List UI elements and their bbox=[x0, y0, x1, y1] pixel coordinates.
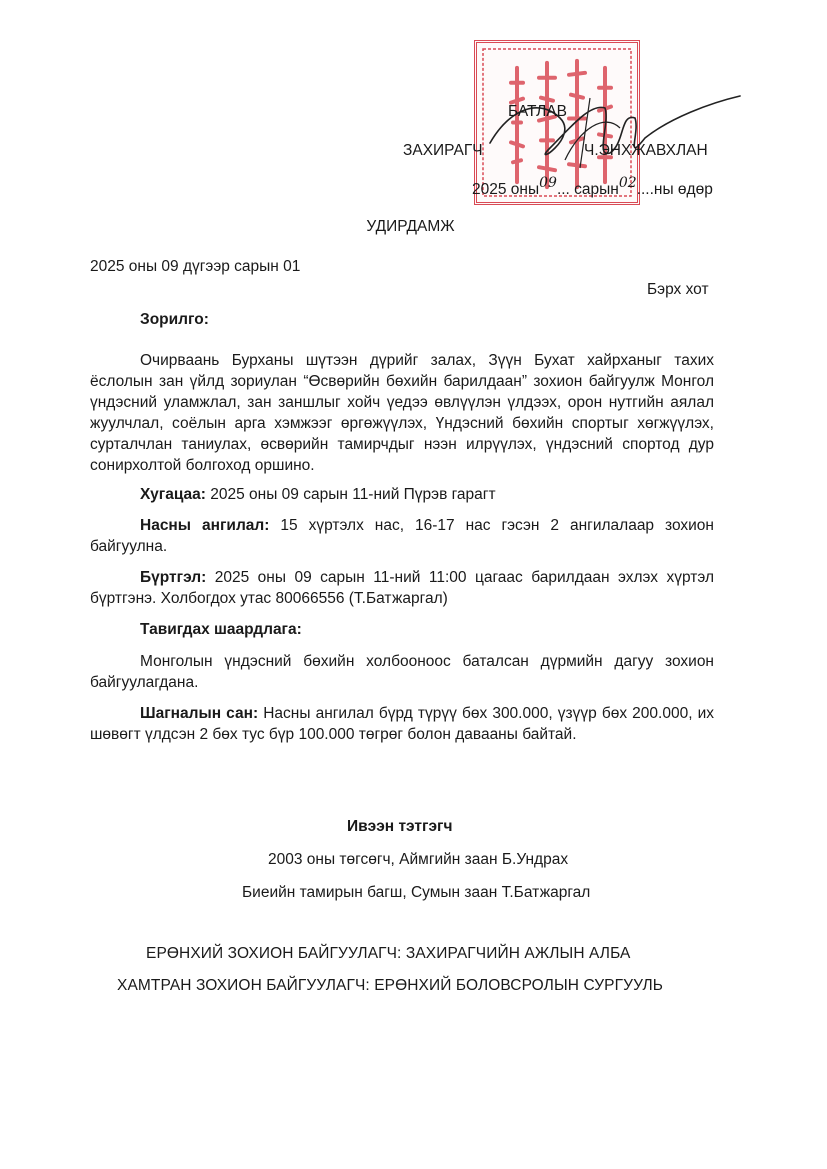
document-date: 2025 оны 09 дүгээр сарын 01 bbox=[90, 258, 301, 275]
time-heading: Хугацаа: bbox=[140, 486, 206, 503]
approval-date-month: 09 bbox=[539, 175, 557, 191]
approval-date-suffix: ....ны өдөр bbox=[636, 181, 713, 198]
director-signature bbox=[470, 88, 750, 178]
sponsor-line-2: Биеийн тамирын багш, Сумын заан Т.Батжаргал bbox=[242, 884, 591, 901]
director-name: Ч.ЭНХЖАВХЛАН bbox=[584, 142, 708, 159]
registration-text: 2025 оны 09 сарын 11-ний 11:00 цагаас барилдаан эхлэх хүртэл бүртгэнэ. Холбогдох утас 80066556 (Т.Батжаргал) bbox=[90, 569, 714, 607]
prize-heading: Шагналын сан: bbox=[140, 705, 259, 722]
approval-date-prefix: 2025 оны bbox=[472, 181, 540, 198]
requirements-paragraph: Монголын үндэсний бөхийн холбооноос баталсан дүрмийн дагуу зохион байгуулагдана. bbox=[90, 653, 714, 691]
goal-heading: Зорилго: bbox=[140, 311, 209, 328]
age-paragraph bbox=[90, 515, 714, 557]
approval-date-day: 02 bbox=[618, 175, 637, 191]
age-heading: Насны ангилал: bbox=[140, 517, 270, 534]
registration-heading: Бүртгэл: bbox=[140, 569, 207, 586]
goal-paragraph: Очирваань Бурханы шүтээн дүрийг залах, Зүүн Бухат хайрханыг тахих ёслолын зан үйлд зориулан “Өсвөрийн бөхийн барилдаан” зохион байгуулж Монгол үндэсний уламжлал, зан заншлыг хойч үедээ өвлүүлэн үлдээх, орон нутгийн аялал жуулчлал, соёлын арга хэмжээг өргөжүүлэх, Үндэсний бөхийн спортыг хөгжүүлэх, сурталчлан таниулах, өсвөрийн тамирчдыг нээн илрүүлэх, үндэсний спортод дур сонирхолтой болгоход оршино. bbox=[90, 352, 714, 474]
sponsors-heading: Ивээн тэтгэгч bbox=[347, 818, 453, 835]
sponsor-line-1: 2003 оны төгсөгч, Аймгийн заан Б.Ундрах bbox=[268, 851, 569, 868]
approval-date bbox=[472, 175, 713, 199]
document-place: Бэрх хот bbox=[647, 281, 709, 298]
registration-paragraph bbox=[90, 567, 714, 609]
prize-text: Насны ангилал бүрд түрүү бөх 300.000, үзүүр бөх 200.000, их шөвөгт үлдсэн 2 бөх тус бүр 100.000 төгрөг болон давааны байтай. bbox=[90, 705, 714, 743]
requirements-heading: Тавигдах шаардлага: bbox=[140, 621, 302, 638]
director-position: ЗАХИРАГЧ bbox=[403, 142, 483, 159]
prize-paragraph bbox=[90, 703, 714, 745]
approval-date-mid: ... сарын bbox=[556, 181, 619, 198]
approval-label: БАТЛАВ bbox=[508, 103, 567, 120]
age-text: 15 хүртэлх нас, 16-17 нас гэсэн 2 ангилалаар зохион байгуулна. bbox=[90, 517, 714, 555]
co-organizer: ХАМТРАН ЗОХИОН БАЙГУУЛАГЧ: ЕРӨНХИЙ БОЛОВСРОЛЫН СУРГУУЛЬ bbox=[117, 977, 664, 994]
time-paragraph bbox=[90, 484, 714, 505]
general-organizer: ЕРӨНХИЙ ЗОХИОН БАЙГУУЛАГЧ: ЗАХИРАГЧИЙН АЖЛЫН АЛБА bbox=[146, 945, 631, 962]
time-text: 2025 оны 09 сарын 11-ний Пүрэв гарагт bbox=[205, 486, 496, 503]
document-title: УДИРДАМЖ bbox=[366, 218, 455, 235]
